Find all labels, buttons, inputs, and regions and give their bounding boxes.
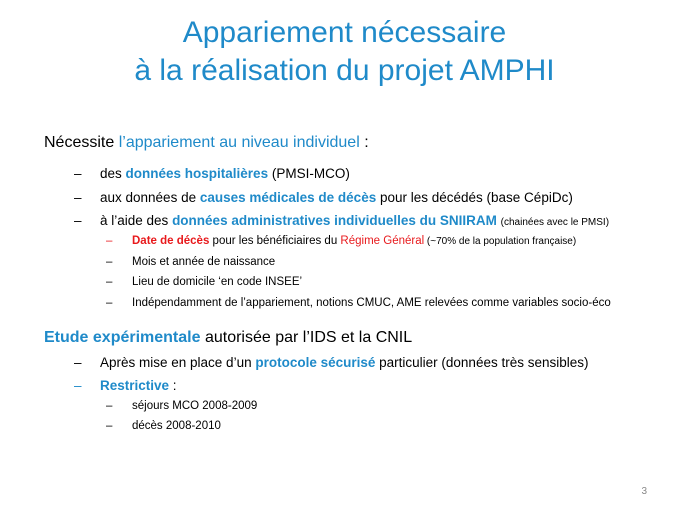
list-subitem: décès 2008-2010: [132, 420, 221, 432]
title-line-1: Appariement nécessaire: [182, 16, 507, 49]
list-subitem: séjours MCO 2008-2009: [132, 400, 258, 412]
title-line-2: à la réalisation du projet AMPHI: [134, 54, 555, 87]
bullet-dash: –: [106, 276, 113, 288]
bullet-dash: –: [106, 400, 113, 412]
section2-emphasis: Etude expérimentale: [44, 329, 201, 346]
bullet-dash: –: [74, 378, 82, 393]
list-subitem: Mois et année de naissance: [132, 256, 276, 268]
bullet-dash: –: [74, 213, 82, 228]
list-item: aux données de causes médicales de décès pour les décédés (base CépiDc): [100, 190, 573, 205]
bullet-dash: –: [106, 235, 113, 247]
list-subitem: Date de décès pour les bénéficiaires du Régime Général (~70% de la population française): [132, 235, 577, 247]
section1-heading: Nécessite l’appariement au niveau individuel :: [44, 134, 369, 151]
section2-heading: Etude expérimentale autorisée par l’IDS et la CNIL: [44, 329, 413, 346]
list-item: des données hospitalières (PMSI-MCO): [100, 166, 350, 181]
slide-title: [0, 14, 689, 90]
bullet-dash: –: [106, 297, 113, 309]
list-subitem: Lieu de domicile ‘en code INSEE’: [132, 276, 303, 288]
list-item: à l’aide des données administratives individuelles du SNIIRAM (chainées avec le PMSI): [100, 213, 610, 228]
list-item: Après mise en place d’un protocole sécurisé particulier (données très sensibles): [100, 355, 589, 370]
bullet-dash: –: [74, 166, 82, 181]
list-subitem: Indépendamment de l’appariement, notions CMUC, AME relevées comme variables socio-éco: [132, 297, 611, 309]
page-number: 3: [641, 486, 647, 497]
bullet-dash: –: [106, 256, 113, 268]
bullet-dash: –: [74, 190, 82, 205]
section1-emphasis: l’appariement au niveau individuel: [118, 134, 360, 151]
bullet-dash: –: [74, 355, 82, 370]
bullet-dash: –: [106, 420, 113, 432]
list-item: Restrictive :: [100, 378, 177, 393]
